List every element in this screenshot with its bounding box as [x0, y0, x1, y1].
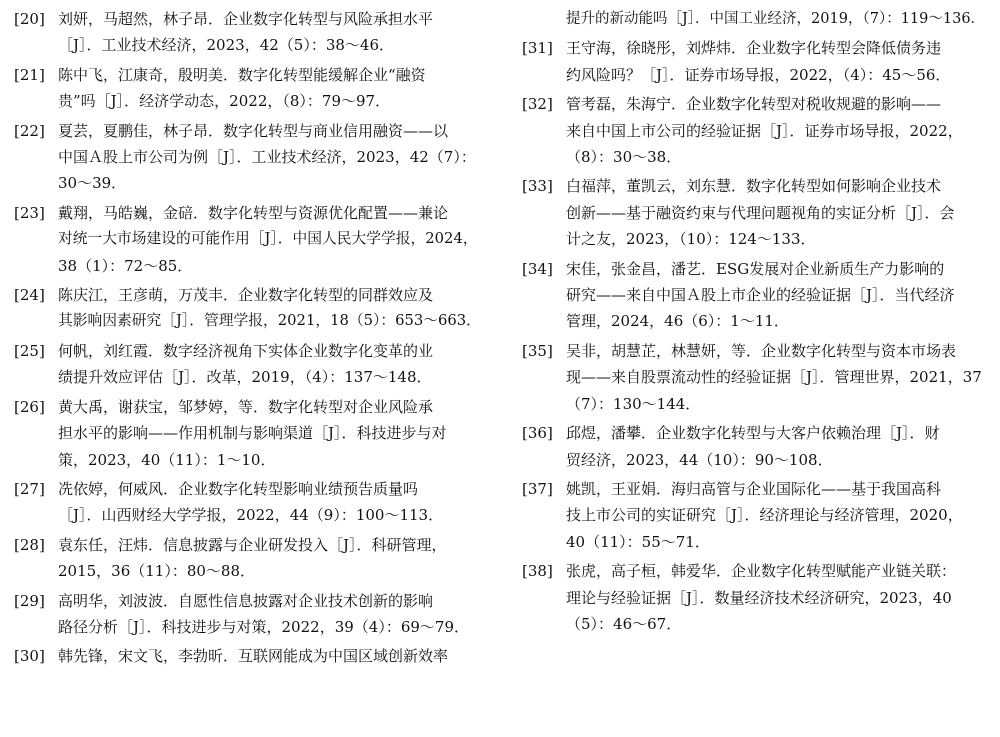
reference-line: 提升的新动能吗［J］．中国工业经济，2019，（7）：119～136． [566, 11, 986, 27]
reference-line: 来自中国上市公司的经验证据［J］．证券市场导报，2022， [566, 121, 963, 140]
reference-text [58, 643, 482, 669]
reference-number: [32] [522, 95, 553, 114]
reference-text [58, 200, 482, 279]
reference-line: 管考磊，朱海宁．企业数字化转型对税收规避的影响—— [566, 95, 942, 114]
reference-line: 技上市公司的实证研究［J］．经济理论与经济管理，2020， [566, 506, 963, 525]
reference-number: [22] [14, 121, 45, 140]
reference-line: 对统一大市场建设的可能作用［J］．中国人民大学学报，2024， [58, 230, 478, 248]
reference-line: 袁东任，汪炜．信息披露与企业研发投入［J］．科研管理， [58, 535, 447, 554]
reference-line: 创新——基于融资约束与代理问题视角的实证分析［J］．会 [566, 203, 955, 222]
reference-number: [26] [14, 397, 45, 416]
reference-line: 邱煜，潘攀．企业数字化转型与大客户依赖治理［J］．财 [566, 424, 940, 443]
reference-entry [14, 532, 482, 585]
reference-line: 夏芸，夏鹏佳，林子昂．数字化转型与商业信用融资——以 [58, 121, 449, 140]
reference-line: 30～39． [58, 174, 127, 193]
reference-line: 路径分析［J］．科技进步与对策，2022，39（4）：69～79． [58, 617, 469, 636]
reference-line: 管理，2024，46（6）：1～11． [566, 312, 789, 331]
reference-line: 2015，36（11）：80～88． [58, 562, 256, 581]
reference-line: 中国Ａ股上市公司为例［J］．工业技术经济，2023，42（7）： [58, 148, 476, 167]
reference-entry [14, 394, 482, 473]
reference-number: [25] [14, 341, 45, 360]
reference-number: [31] [522, 39, 553, 58]
reference-entry [14, 338, 482, 391]
reference-line: 理论与经验证据［J］．数量经济技术经济研究，2023，40 [566, 588, 952, 607]
reference-line: 戴翔，马皓巍，金碚．数字化转型与资源优化配置——兼论 [58, 203, 449, 222]
reference-line: 黄大禹，谢获宝，邹梦婷，等．数字化转型对企业风险承 [58, 397, 434, 416]
reference-text [566, 476, 990, 555]
reference-text [566, 558, 990, 637]
reference-text [58, 588, 482, 641]
reference-text [58, 6, 482, 59]
reference-line: 吴非，胡慧芷，林慧妍，等．企业数字化转型与资本市场表 [566, 341, 957, 360]
reference-line: 现——来自股票流动性的经验证据［J］．管理世界，2021，37 [566, 368, 982, 387]
reference-number: [20] [14, 10, 45, 28]
reference-line: 贸经济，2023，44（10）：90～108． [566, 450, 833, 469]
reference-line: 38（1）：72～85． [58, 256, 193, 275]
reference-line: 白福萍，董凯云，刘东慧．数字化转型如何影响企业技术 [566, 177, 942, 196]
reference-entry [522, 256, 990, 335]
reference-entry [522, 338, 990, 417]
reference-entry [522, 35, 990, 88]
reference-entry [14, 643, 482, 669]
reference-text [566, 420, 990, 473]
reference-line: 绩提升效应评估［J］．改革，2019，（4）：137～148． [58, 368, 432, 387]
reference-text [58, 476, 482, 529]
reference-line: （5）：46～67． [566, 614, 682, 633]
reference-line: 刘妍，马超然，林子昂．企业数字化转型与风险承担水平 [58, 10, 434, 28]
reference-number: [21] [14, 65, 45, 84]
reference-entry [522, 6, 990, 32]
reference-number: [30] [14, 647, 45, 666]
reference-line: 策，2023，40（11）：1～10． [58, 450, 276, 469]
reference-entry [14, 6, 482, 59]
reference-line: 陈庆江，王彦萌，万茂丰．企业数字化转型的同群效应及 [58, 286, 434, 305]
reference-text [566, 6, 990, 32]
reference-entry [14, 62, 482, 115]
reference-line: ［J］．工业技术经济，2023，42（5）：38～46． [58, 36, 394, 55]
reference-number: [28] [14, 535, 45, 554]
reference-line: 韩先锋，宋文飞，李勃昕．互联网能成为中国区域创新效率 [58, 647, 449, 666]
reference-entry [14, 200, 482, 279]
reference-entry [522, 558, 990, 637]
reference-number: [33] [522, 177, 553, 196]
reference-text [58, 394, 482, 473]
reference-line: 约风险吗？［J］．证券市场导报，2022，（4）：45～56． [566, 65, 951, 84]
reference-entry [14, 118, 482, 197]
reference-entry [522, 91, 990, 170]
reference-entry [522, 173, 990, 252]
reference-text [566, 173, 990, 252]
reference-number: [29] [14, 591, 45, 610]
reference-line: 姚凯，王亚娟．海归高管与企业国际化——基于我国高科 [566, 479, 942, 498]
reference-line: 冼依婷，何威风．企业数字化转型影响业绩预告质量吗 [58, 479, 419, 498]
reference-text [58, 532, 482, 585]
reference-text [58, 282, 482, 335]
reference-line: 计之友，2023，（10）：124～133． [566, 230, 816, 249]
reference-text [566, 91, 990, 170]
reference-text [58, 62, 482, 115]
reference-line: （7）：130～144． [566, 394, 701, 413]
reference-entry [14, 588, 482, 641]
reference-line: 张虎，高子桓，韩爱华．企业数字化转型赋能产业链关联： [566, 562, 957, 581]
reference-text [566, 338, 990, 417]
reference-number: [34] [522, 259, 553, 278]
reference-line: 宋佳，张金昌，潘艺．ESG发展对企业新质生产力影响的 [566, 259, 945, 278]
reference-line: 高明华，刘波波．自愿性信息披露对企业技术创新的影响 [58, 591, 434, 610]
reference-number: [27] [14, 479, 45, 498]
reference-number: [23] [14, 203, 45, 222]
reference-entry [14, 476, 482, 529]
reference-line: 王守海，徐晓彤，刘烨炜．企业数字化转型会降低债务违 [566, 39, 942, 58]
reference-text [58, 118, 482, 197]
reference-text [58, 338, 482, 391]
reference-entry [14, 282, 482, 335]
reference-line: 40（11）：55～71． [566, 532, 710, 551]
reference-number: [36] [522, 424, 553, 443]
reference-entry [522, 420, 990, 473]
reference-number: [37] [522, 479, 553, 498]
left-column [14, 6, 482, 673]
reference-number: [38] [522, 562, 553, 581]
reference-text [566, 256, 990, 335]
reference-line: （8）：30～38． [566, 148, 682, 167]
reference-line: 研究——来自中国Ａ股上市企业的经验证据［J］．当代经济 [566, 286, 955, 305]
reference-number: [24] [14, 286, 45, 305]
reference-text [566, 35, 990, 88]
reference-line: 何帆，刘红霞．数字经济视角下实体企业数字化变革的业 [58, 341, 434, 360]
reference-line: 其影响因素研究［J］．管理学报，2021，18（5）：653～663． [58, 312, 481, 330]
reference-line: 陈中飞，江康奇，殷明美．数字化转型能缓解企业“融资 [58, 65, 426, 84]
reference-line: ［J］．山西财经大学学报，2022，44（9）：100～113． [58, 506, 444, 525]
reference-entry [522, 476, 990, 555]
right-column [522, 6, 990, 640]
reference-line: 贵”吗［J］．经济学动态，2022，（8）：79～97． [58, 92, 391, 111]
reference-line: 担水平的影响——作用机制与影响渠道［J］．科技进步与对 [58, 424, 447, 443]
reference-number: [35] [522, 341, 553, 360]
